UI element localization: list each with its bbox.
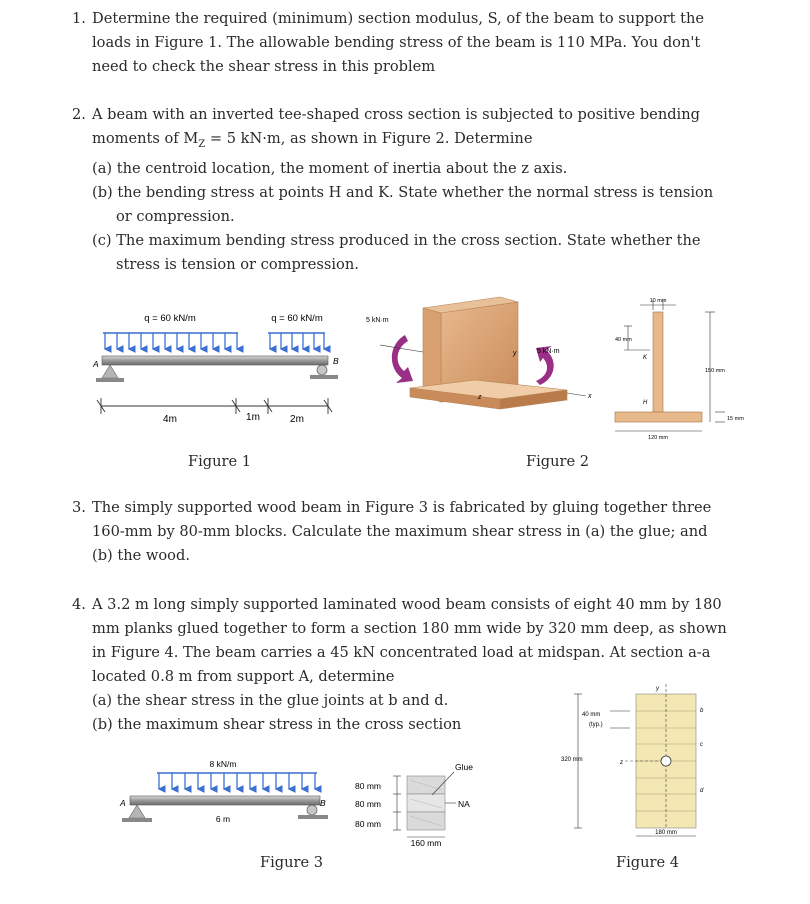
moment-label-right: 5 kN·m <box>537 348 560 355</box>
na-label: NA <box>458 799 470 809</box>
problem-4 <box>72 593 762 737</box>
figure-3-caption: Figure 3 <box>260 854 324 871</box>
dim-2m: 2m <box>290 414 304 425</box>
axis-z: z <box>620 760 623 766</box>
problem-1-number: 1. <box>72 10 86 27</box>
problem-4-line: mm planks glued together to form a section 180 mm wide by 320 mm deep, as shown <box>92 620 727 637</box>
axis-y: y <box>513 350 517 357</box>
distributed-load-arrows <box>159 773 315 789</box>
roller-support <box>307 805 317 815</box>
label-h: H <box>643 400 648 406</box>
pin-support <box>102 365 118 378</box>
problem-2-part: (a) the centroid location, the moment of inertia about the z axis. <box>92 159 568 177</box>
label-a: A <box>120 798 126 808</box>
load-label-left: q = 60 kN/m <box>144 313 196 324</box>
problem-2-part: (b) the bending stress at points H and K. State whether the normal stress is tension <box>92 183 714 201</box>
problem-2-part: (c) The maximum bending stress produced in the cross section. State whether the <box>92 231 701 249</box>
distributed-load-arrows <box>105 333 324 349</box>
problem-4-part: (a) the shear stress in the glue joints at b and d. <box>92 692 449 709</box>
figure-1-caption: Figure 1 <box>188 453 252 470</box>
dim-120mm: 120 mm <box>648 435 668 441</box>
dim-150mm: 150 mm <box>705 368 725 374</box>
span-label: 6 m <box>215 814 231 824</box>
block-dim: 80 mm <box>355 819 381 829</box>
problem-2-part: or compression. <box>116 207 235 225</box>
label-c: c <box>700 742 703 748</box>
figure-2-caption: Figure 2 <box>526 453 590 470</box>
problem-1-line: Determine the required (minimum) section modulus, S, of the beam to support the <box>92 10 704 27</box>
axis-x: x <box>588 393 592 400</box>
problem-2-line: A beam with an inverted tee-shaped cross section is subjected to positive bending <box>92 106 700 123</box>
label-b: B <box>333 356 339 366</box>
label-d: d <box>700 788 704 794</box>
width-label: 160 mm <box>410 838 442 848</box>
glue-label: Glue <box>455 762 473 772</box>
dim-15mm: 15 mm <box>727 416 744 422</box>
axis-z: z <box>478 394 482 401</box>
figure-1-diagram <box>92 313 339 425</box>
load-label: 8 kN/m <box>209 759 237 769</box>
moment-arrow-left <box>392 335 413 383</box>
plank-label: 40 mm <box>582 712 601 718</box>
moment-label-left: 5 kN·m <box>366 317 389 324</box>
dim-4m: 4m <box>163 414 177 425</box>
axis-y: y <box>656 686 659 692</box>
roller-support <box>317 365 327 375</box>
label-b: b <box>700 708 704 714</box>
dim-10mm: 10 mm <box>649 298 667 304</box>
tee-flange <box>615 412 702 422</box>
figure-2-cross-section <box>615 298 744 441</box>
depth-label: 320 mm <box>561 757 583 763</box>
pin-support <box>129 805 145 818</box>
problem-4-line: A 3.2 m long simply supported laminated wood beam consists of eight 40 mm by 180 <box>92 596 722 613</box>
block-dim: 80 mm <box>355 781 381 791</box>
figure-2-3d-beam <box>366 297 592 409</box>
centroid <box>661 756 671 766</box>
figure-4-caption: Figure 4 <box>616 854 680 871</box>
problem-2-number: 2. <box>72 106 86 123</box>
problem-2-line: moments of $M_Z = 5$ kN·m, as shown in Figure 2. Determine <box>92 130 533 150</box>
problem-4-number: 4. <box>72 596 86 613</box>
width-label: 180 mm <box>655 830 677 836</box>
block-dim: 80 mm <box>355 799 381 809</box>
problem-3-number: 3. <box>72 499 86 516</box>
problem-1-line: loads in Figure 1. The allowable bending stress of the beam is 110 MPa. You don't <box>92 34 701 51</box>
beam <box>130 796 320 805</box>
load-label-right: q = 60 kN/m <box>271 313 323 324</box>
tee-web <box>653 312 663 412</box>
problem-4-line: located 0.8 m from support A, determine <box>92 668 395 685</box>
plank-typ: (typ.) <box>589 722 603 728</box>
label-k: K <box>643 355 648 361</box>
problem-4-line: in Figure 4. The beam carries a 45 kN concentrated load at midspan. At section a-a <box>92 644 711 661</box>
figure-3-diagram <box>119 759 328 824</box>
label-b: B <box>320 798 326 808</box>
beam <box>102 356 328 365</box>
problem-1-line: need to check the shear stress in this problem <box>92 58 436 75</box>
problem-3 <box>72 496 762 568</box>
figure-3-cross-section <box>355 762 473 848</box>
dim-40mm: 40 mm <box>615 337 632 343</box>
problem-4-part: (b) the maximum shear stress in the cross section <box>92 716 462 733</box>
problem-2-part: stress is tension or compression. <box>116 255 359 273</box>
dim-1m: 1m <box>246 412 260 423</box>
problem-3-line: 160-mm by 80-mm blocks. Calculate the maximum shear stress in (a) the glue; and <box>92 523 708 540</box>
problem-3-line: (b) the wood. <box>92 547 190 564</box>
label-a: A <box>93 359 99 369</box>
problem-3-line: The simply supported wood beam in Figure 3 is fabricated by gluing together three <box>92 499 712 516</box>
